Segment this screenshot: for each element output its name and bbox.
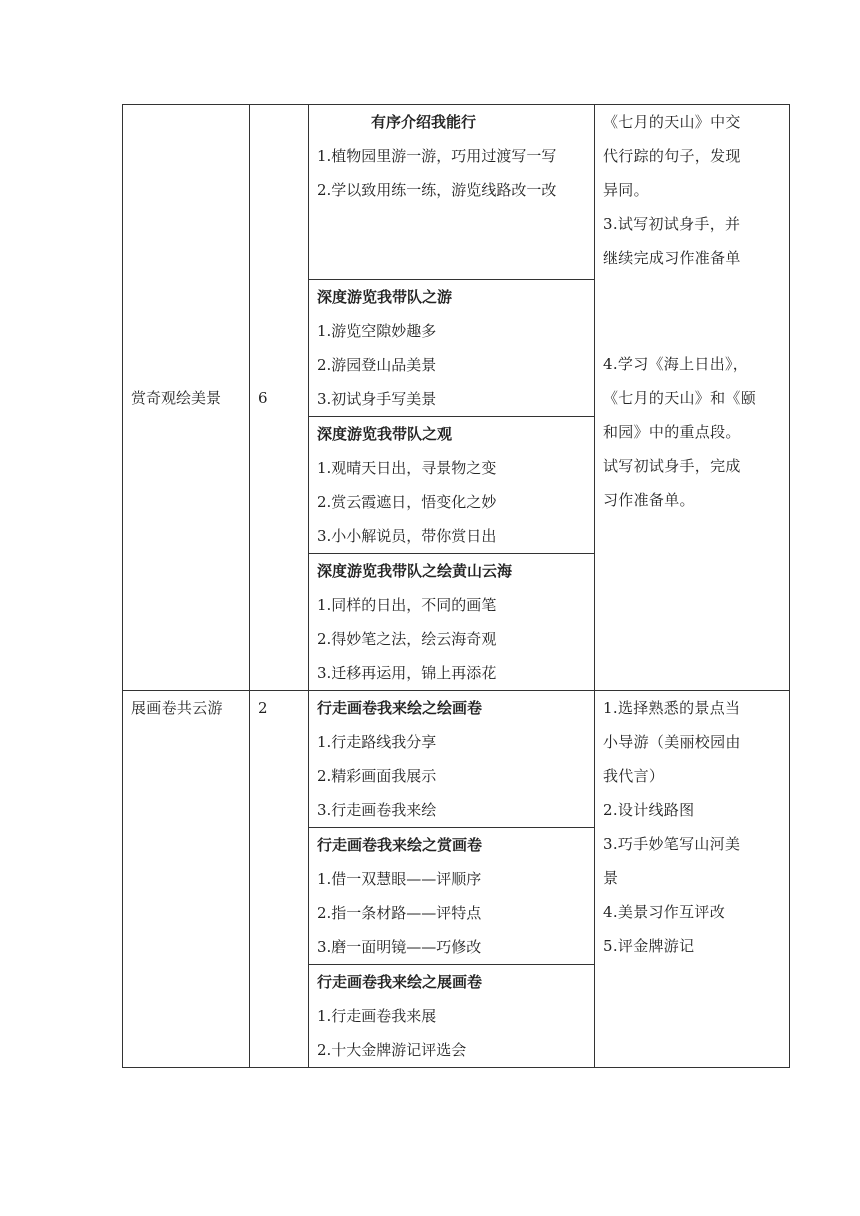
section-title: 深度游览我带队之游 <box>317 288 453 306</box>
lesson-plan-table <box>122 104 790 1068</box>
section-item: 3.行走画卷我来绘 <box>317 801 437 819</box>
notes-line: 3.巧手妙笔写山河美 <box>603 835 741 853</box>
section-item: 3.小小解说员，带你赏日出 <box>317 527 497 545</box>
section-title: 深度游览我带队之观 <box>317 425 453 443</box>
notes-line: 代行踪的句子，发现 <box>603 147 741 165</box>
section-item: 2.十大金牌游记评选会 <box>317 1041 467 1059</box>
notes-line: 和园》中的重点段。 <box>603 423 741 441</box>
section-item: 3.迁移再运用，锦上再添花 <box>317 664 497 682</box>
unit-name-cell <box>123 691 250 1068</box>
unit-name-cell: 赏奇观绘美景 <box>123 105 250 691</box>
section-item: 2.游园登山品美景 <box>317 356 437 374</box>
notes-line: 试写初试身手，完成 <box>603 457 741 475</box>
notes-line: 4.学习《海上日出》， <box>603 355 749 373</box>
section-cell <box>309 691 595 828</box>
notes-line: 3.试写初试身手，并 <box>603 215 741 233</box>
table-row <box>123 691 790 828</box>
notes-line: 继续完成习作准备单 <box>603 249 741 267</box>
section-cell <box>309 280 595 417</box>
section-item: 1.行走画卷我来展 <box>317 1007 437 1025</box>
unit-hours-cell <box>250 691 309 1068</box>
notes-line: 2.设计线路图 <box>603 801 695 819</box>
section-item: 2.学以致用练一练，游览线路改一改 <box>317 181 557 199</box>
section-title: 行走画卷我来绘之绘画卷 <box>317 699 483 717</box>
table-row <box>123 105 790 280</box>
section-cell <box>309 965 595 1068</box>
section-title: 行走画卷我来绘之赏画卷 <box>317 836 483 854</box>
section-cell <box>309 105 595 280</box>
notes-line: 5.评金牌游记 <box>603 937 695 955</box>
section-title: 行走画卷我来绘之展画卷 <box>317 973 483 991</box>
unit-name: 展画卷共云游 <box>131 699 223 717</box>
section-item: 3.磨一面明镜——巧修改 <box>317 938 482 956</box>
section-item: 1.同样的日出，不同的画笔 <box>317 596 497 614</box>
section-item: 1.借一双慧眼——评顺序 <box>317 870 482 888</box>
unit-hours-cell: 6 <box>250 105 309 691</box>
section-item: 3.初试身手写美景 <box>317 390 437 408</box>
notes-line: 习作准备单。 <box>603 491 695 509</box>
unit-hours: 2 <box>258 699 268 717</box>
section-item: 2.赏云霞遮日，悟变化之妙 <box>317 493 497 511</box>
section-item: 2.得妙笔之法，绘云海奇观 <box>317 630 497 648</box>
notes-cell <box>595 691 790 1068</box>
section-item: 2.精彩画面我展示 <box>317 767 437 785</box>
section-item: 1.观晴天日出，寻景物之变 <box>317 459 497 477</box>
section-item: 1.植物园里游一游，巧用过渡写一写 <box>317 147 557 165</box>
notes-line: 异同。 <box>603 181 649 199</box>
section-item: 1.行走路线我分享 <box>317 733 437 751</box>
notes-line: 我代言） <box>603 767 665 785</box>
section-item: 2.指一条材路——评特点 <box>317 904 482 922</box>
section-cell <box>309 828 595 965</box>
section-title: 深度游览我带队之绘黄山云海 <box>317 562 513 580</box>
notes-line: 景 <box>603 869 619 887</box>
notes-line: 1.选择熟悉的景点当 <box>603 699 741 717</box>
notes-line: 《七月的天山》中交 <box>603 113 741 131</box>
section-cell <box>309 554 595 691</box>
notes-line: 《七月的天山》和《颐 <box>603 389 757 407</box>
section-item: 1.游览空隙妙趣多 <box>317 322 437 340</box>
notes-line: 4.美景习作互评改 <box>603 903 726 921</box>
notes-line: 小导游（美丽校园由 <box>603 733 741 751</box>
section-cell <box>309 417 595 554</box>
section-title: 有序介绍我能行 <box>371 113 477 131</box>
notes-cell <box>595 105 790 691</box>
